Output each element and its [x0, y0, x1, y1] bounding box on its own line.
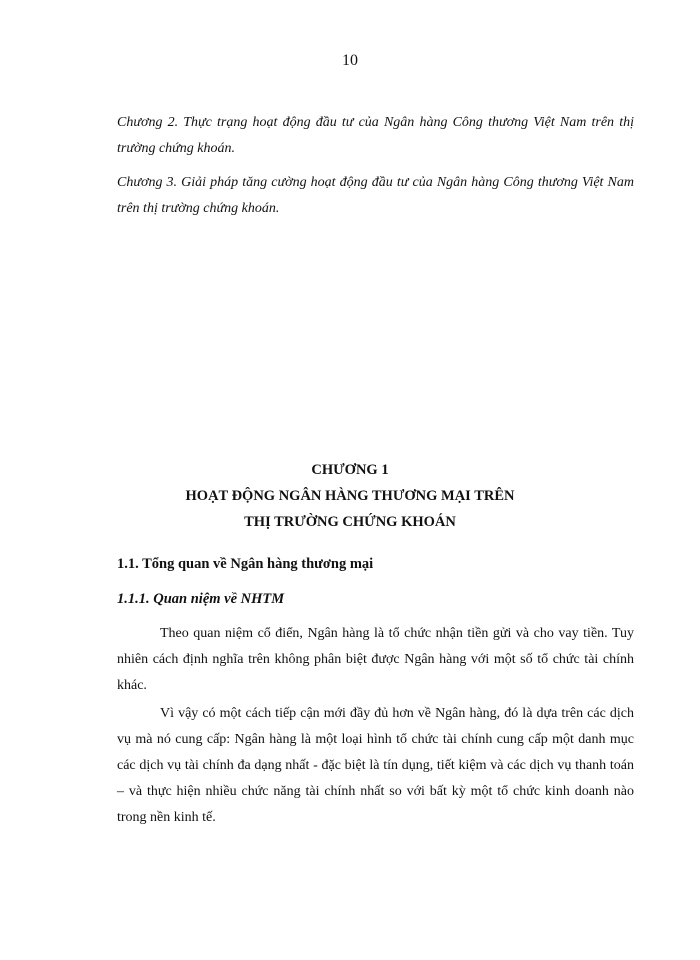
subsection-title: 1.1.1. Quan niệm về NHTM	[117, 591, 285, 607]
chapter-title-line1: HOẠT ĐỘNG NGÂN HÀNG THƯƠNG MẠI TRÊN	[185, 488, 515, 504]
section-title: 1.1. Tổng quan về Ngân hàng thương mại	[117, 556, 374, 572]
chapter-number: CHƯƠNG 1	[311, 462, 389, 478]
chapter-title-line2: THỊ TRƯỜNG CHỨNG KHOÁN	[244, 514, 456, 530]
paragraph: Theo quan niệm cổ điển, Ngân hàng là tổ chức nhận tiền gửi và cho vay tiền. Tuy nhiên cách định nghĩa trên không phân biệt được Ngân hàng với một số tổ chức tài chính khác.	[117, 626, 634, 693]
chapter-plan-item-2: Chương 2. Thực trạng hoạt động đầu tư của Ngân hàng Công thương Việt Nam trên thị trường chứng khoán.	[117, 115, 634, 156]
body-text	[117, 621, 634, 833]
chapter-heading	[0, 457, 700, 535]
paragraph: Vì vậy có một cách tiếp cận mới đầy đủ hơn về Ngân hàng, đó là dựa trên các dịch vụ mà nó cung cấp: Ngân hàng là một loại hình tổ chức tài chính cung cấp một danh mục các dịch vụ tài chính đa dạng nhất - đặc biệt là tín dụng, tiết kiệm và các dịch vụ thanh toán – và thực hiện nhiều chức năng tài chính nhất so với bất kỳ một tổ chức kinh doanh nào trong nền kinh tế.	[117, 706, 634, 825]
chapter-plan	[117, 110, 634, 230]
chapter-plan-item-3: Chương 3. Giải pháp tăng cường hoạt động đầu tư của Ngân hàng Công thương Việt Nam trên thị trường chứng khoán.	[117, 175, 634, 216]
page-number: 10	[342, 52, 358, 69]
